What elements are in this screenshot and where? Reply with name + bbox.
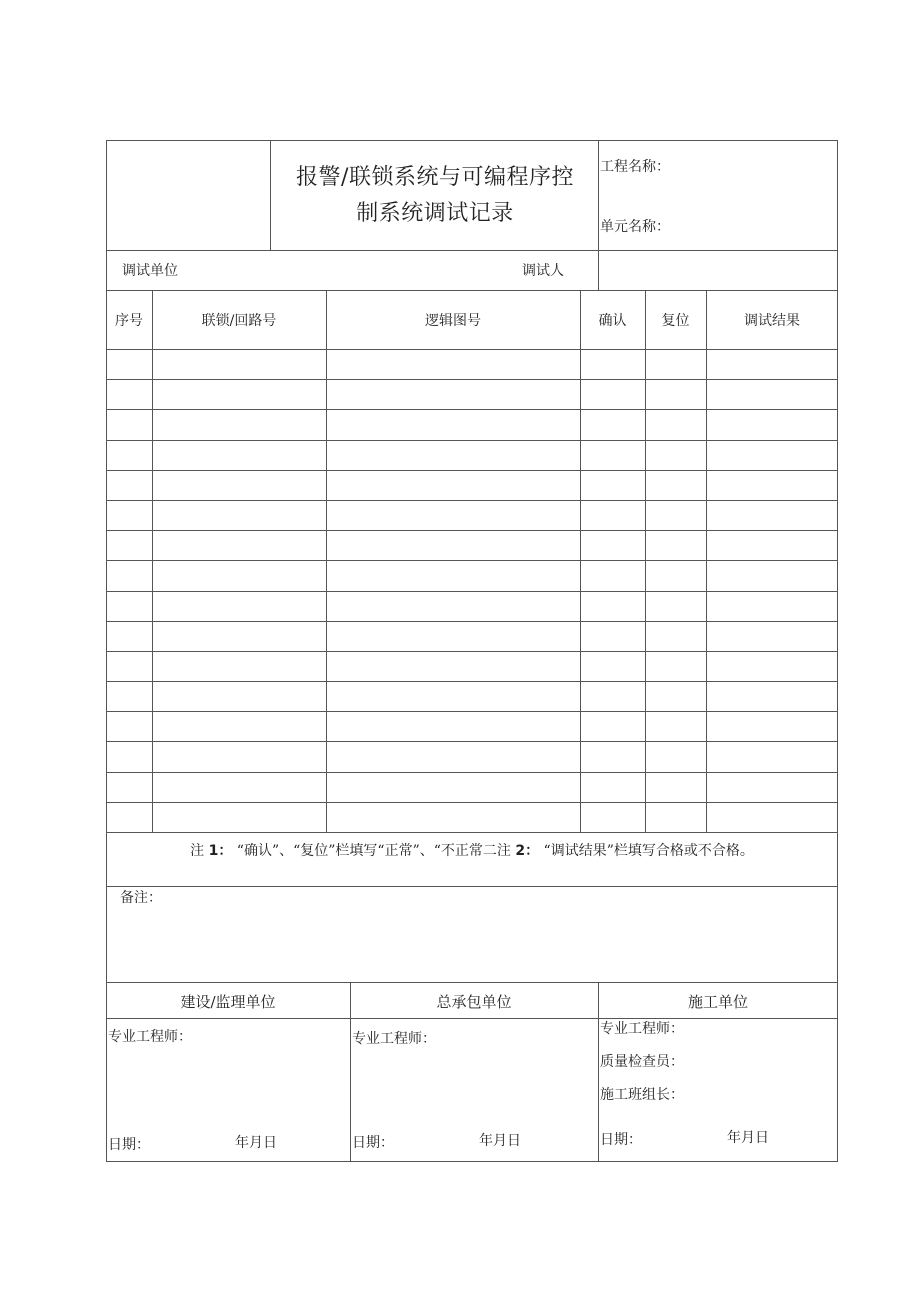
header-bottom-line	[106, 250, 838, 251]
col2-engineer-label: 专业工程师：	[352, 1031, 436, 1047]
column-header-reset: 复位	[661, 313, 690, 329]
col-divider	[326, 290, 327, 832]
col-divider	[580, 290, 581, 832]
note-text-2: “调试结果”栏填写合格或不合格。	[543, 843, 754, 859]
construction-unit-title: 施工单位	[687, 993, 748, 1011]
table-row-separator	[106, 379, 838, 380]
col3-date-label: 日期：	[600, 1132, 642, 1148]
note-number-2: 2：	[515, 843, 540, 859]
table-row-separator	[106, 470, 838, 471]
debug-unit-label: 调试单位	[122, 263, 178, 279]
table-bottom-line	[106, 832, 838, 833]
debugger-label: 调试人	[522, 263, 564, 279]
column-header-loop: 联锁/回路号	[201, 313, 277, 329]
table-row-separator	[106, 711, 838, 712]
fill-note	[108, 840, 836, 860]
header-divider-right	[598, 140, 599, 291]
column-header-confirm: 确认	[598, 313, 627, 329]
unit-name-label: 单元名称：	[600, 219, 670, 235]
construction-supervision-title: 建设/监理单位	[180, 993, 276, 1011]
col3-team-leader-label: 施工班组长：	[600, 1087, 684, 1103]
note-prefix: 注	[190, 843, 205, 859]
table-row-separator	[106, 530, 838, 531]
table-row-separator	[106, 651, 838, 652]
table-row-separator	[106, 772, 838, 773]
col2-date-label: 日期：	[352, 1135, 394, 1151]
column-header-result: 调试结果	[744, 313, 800, 329]
table-row-separator	[106, 440, 838, 441]
remarks-bottom-line	[106, 982, 838, 983]
table-row-separator	[106, 802, 838, 803]
col-divider	[706, 290, 707, 832]
remarks-label: 备注：	[120, 890, 162, 906]
table-row-separator	[106, 409, 838, 410]
note-bottom-line	[106, 886, 838, 887]
info-row-bottom-line	[106, 290, 838, 291]
col-divider	[152, 290, 153, 832]
title-line-2: 制系统调试记录	[356, 201, 514, 226]
col1-engineer-label: 专业工程师：	[108, 1029, 192, 1045]
table-row-separator	[106, 591, 838, 592]
column-header-index: 序号	[115, 313, 143, 329]
project-name-label: 工程名称：	[600, 159, 670, 175]
table-row-separator	[106, 681, 838, 682]
page-title	[272, 160, 598, 232]
col2-ymd: 年月日	[479, 1133, 521, 1149]
general-contractor-title: 总承包单位	[436, 993, 512, 1011]
signature-header-line	[106, 1018, 838, 1019]
col1-ymd: 年月日	[235, 1135, 277, 1151]
table-row-separator	[106, 741, 838, 742]
column-header-logic: 逻辑图号	[425, 313, 481, 329]
col1-date-label: 日期：	[108, 1137, 150, 1153]
header-divider-left	[270, 140, 271, 251]
table-header-bottom-line	[106, 349, 838, 350]
table-row-separator	[106, 500, 838, 501]
col3-ymd: 年月日	[727, 1130, 769, 1146]
note-text-1: “确认”、“复位”栏填写“正常”、“不正常二注	[236, 843, 511, 859]
title-line-1: 报警/联锁系统与可编程序控	[296, 165, 574, 190]
note-number-1: 1：	[208, 843, 233, 859]
col3-inspector-label: 质量检查员：	[600, 1054, 684, 1070]
col3-engineer-label: 专业工程师：	[600, 1021, 684, 1037]
table-row-separator	[106, 560, 838, 561]
col-divider	[645, 290, 646, 832]
table-row-separator	[106, 621, 838, 622]
